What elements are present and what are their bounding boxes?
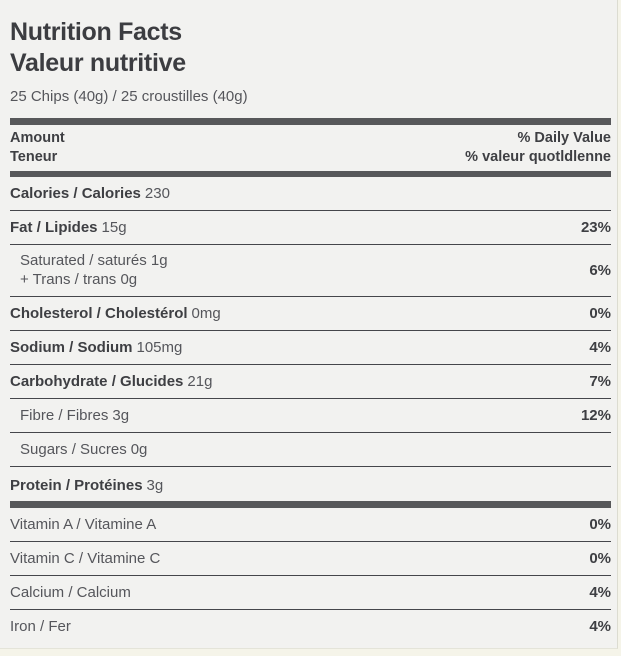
- nutrient-label: [20, 407, 129, 424]
- daily-value-percent: 4%: [589, 339, 611, 356]
- row-carbohydrate: [10, 365, 611, 399]
- nutrient-label: [10, 339, 182, 356]
- nutrient-label: [20, 251, 168, 289]
- amount-label-fr: Teneur: [10, 149, 58, 165]
- nutrient-label: [10, 618, 71, 635]
- daily-value-percent: 7%: [589, 373, 611, 390]
- nutrient-label: [10, 373, 212, 390]
- label-titles: [10, 0, 611, 79]
- serving-size: 25 Chips (40g) / 25 croustilles (40g): [10, 88, 248, 105]
- row-cholesterol: [10, 297, 611, 331]
- daily-value-percent: 0%: [589, 305, 611, 322]
- daily-value-label-fr: % valeur quotldlenne: [465, 149, 611, 165]
- nutrient-name: Protein / Protéines: [10, 477, 143, 494]
- nutrient-name: Calcium / Calcium: [10, 584, 131, 601]
- row-protein: [10, 467, 611, 501]
- row-vitamin-a: [10, 508, 611, 542]
- thick-divider-vitamins: [10, 501, 611, 508]
- amount-header: [10, 129, 65, 167]
- nutrient-name: Cholesterol / Cholestérol: [10, 305, 188, 322]
- nutrient-amount: 230: [144, 185, 170, 202]
- nutrient-label: [10, 516, 156, 533]
- nutrient-amount: 15g: [101, 219, 127, 236]
- nutrient-amount: 21g: [187, 373, 213, 390]
- nutrient-name: Calories / Calories: [10, 185, 141, 202]
- nutrient-name: Fat / Lipides: [10, 219, 98, 236]
- nutrient-label: [20, 441, 147, 458]
- amount-label-en: Amount: [10, 130, 65, 146]
- daily-value-label-en: % Daily Value: [517, 130, 611, 146]
- row-sugars: [10, 433, 611, 467]
- nutrient-name: Carbohydrate / Glucides: [10, 373, 184, 390]
- saturated-line: Saturated / saturés 1g: [20, 252, 168, 269]
- daily-value-percent: 4%: [589, 584, 611, 601]
- nutrient-amount: 105mg: [136, 339, 183, 356]
- row-calcium: [10, 576, 611, 610]
- daily-value-percent: 6%: [589, 261, 611, 279]
- nutrient-amount: 3g: [112, 407, 130, 424]
- nutrient-amount: 0g: [130, 441, 148, 458]
- row-iron: [10, 610, 611, 643]
- daily-value-percent: 12%: [580, 407, 611, 424]
- nutrient-name: Iron / Fer: [10, 618, 71, 635]
- nutrient-amount: 3g: [146, 477, 164, 494]
- nutrient-amount: 0mg: [191, 305, 221, 322]
- nutrient-name: Fibre / Fibres: [20, 407, 109, 424]
- row-fat: [10, 211, 611, 245]
- nutrient-label: [10, 584, 131, 601]
- nutrient-name: Sodium / Sodium: [10, 339, 133, 356]
- daily-value-percent: 0%: [589, 516, 611, 533]
- daily-value-percent: 23%: [580, 219, 611, 236]
- nutrient-label: [10, 305, 221, 322]
- daily-value-percent: 0%: [589, 550, 611, 567]
- nutrient-name: Vitamin C / Vitamine C: [10, 550, 161, 567]
- nutrient-label: [10, 219, 127, 236]
- row-sodium: [10, 331, 611, 365]
- row-calories: [10, 177, 611, 211]
- daily-value-percent: 4%: [589, 618, 611, 635]
- nutrient-name: Sugars / Sucres: [20, 441, 127, 458]
- thick-divider-top: [10, 118, 611, 125]
- daily-value-header-label: [465, 129, 611, 167]
- trans-line: + Trans / trans 0g: [20, 271, 138, 288]
- nutrient-label: [10, 550, 160, 567]
- row-vitamin-c: [10, 542, 611, 576]
- nutrient-name: Vitamin A / Vitamine A: [10, 516, 157, 533]
- title-french: Valeur nutritive: [10, 49, 186, 77]
- nutrient-label: [10, 477, 163, 494]
- daily-value-header: [10, 125, 611, 171]
- row-saturated-trans: [10, 245, 611, 297]
- row-fibre: [10, 399, 611, 433]
- title-english: Nutrition Facts: [10, 18, 182, 46]
- nutrient-label: [10, 185, 170, 202]
